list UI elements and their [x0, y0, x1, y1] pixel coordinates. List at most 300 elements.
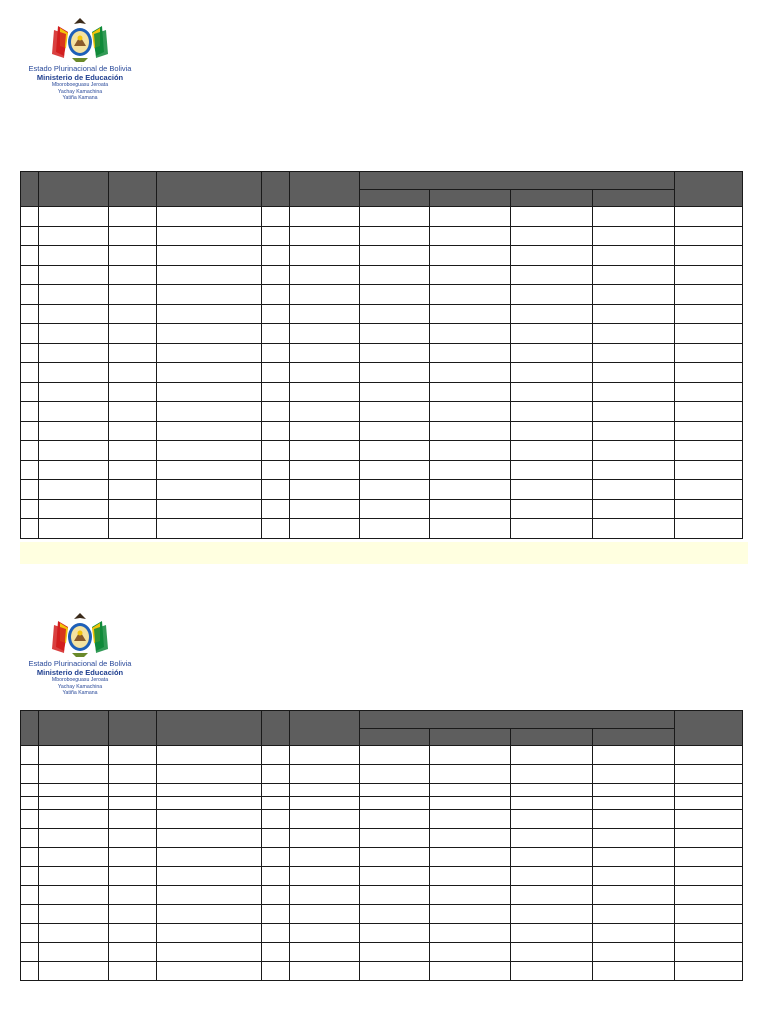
table-cell [157, 460, 262, 480]
table-cell [262, 460, 290, 480]
header-group-cell [360, 711, 675, 729]
table-row [21, 797, 743, 810]
table-cell [360, 324, 430, 344]
table-cell [511, 784, 593, 797]
table-cell [21, 499, 39, 519]
logo-aymara-text: Yatiña Kamana [62, 95, 98, 101]
table-cell [21, 265, 39, 285]
table-cell [39, 519, 109, 539]
table-cell [262, 207, 290, 227]
logo-ministry-name: Ministerio de Educación [36, 668, 124, 677]
table-cell [430, 499, 511, 519]
table-row [21, 421, 743, 441]
table-cell [262, 519, 290, 539]
table-cell [430, 285, 511, 305]
table-cell [262, 304, 290, 324]
table-cell [360, 746, 430, 765]
header-cell [262, 172, 290, 207]
table-cell [290, 848, 360, 867]
table-cell [675, 829, 743, 848]
table-cell [109, 797, 157, 810]
table-cell [157, 402, 262, 422]
table-cell [109, 402, 157, 422]
header-cell [109, 711, 157, 746]
subheader-cell [593, 729, 675, 746]
table-cell [39, 460, 109, 480]
table-cell [593, 265, 675, 285]
table-cell [157, 810, 262, 829]
table-cell [157, 829, 262, 848]
table-cell [290, 867, 360, 886]
table-cell [157, 441, 262, 461]
table-cell [430, 402, 511, 422]
table-cell [262, 421, 290, 441]
table-cell [593, 962, 675, 981]
table-cell [109, 382, 157, 402]
subheader-cell [511, 729, 593, 746]
table-cell [109, 746, 157, 765]
table-cell [109, 226, 157, 246]
table-row [21, 848, 743, 867]
table-cell [593, 924, 675, 943]
table-cell [593, 499, 675, 519]
table-cell [109, 499, 157, 519]
table-cell [262, 324, 290, 344]
table-row [21, 382, 743, 402]
table-cell [157, 285, 262, 305]
table-cell [593, 304, 675, 324]
table-cell [39, 363, 109, 383]
table-cell [262, 402, 290, 422]
table-cell [21, 924, 39, 943]
table-cell [21, 886, 39, 905]
ministry-logo [24, 16, 136, 102]
table-cell [430, 810, 511, 829]
table-cell [360, 784, 430, 797]
table-cell [593, 285, 675, 305]
table-cell [39, 343, 109, 363]
header-cell [290, 172, 360, 207]
header-cell [262, 711, 290, 746]
table-cell [157, 886, 262, 905]
table-cell [39, 746, 109, 765]
table-header-row [21, 711, 743, 729]
table-cell [511, 886, 593, 905]
table-cell [675, 460, 743, 480]
table-cell [360, 765, 430, 784]
table-cell [21, 810, 39, 829]
table-cell [675, 363, 743, 383]
table-cell [675, 784, 743, 797]
table-cell [109, 784, 157, 797]
table-cell [21, 867, 39, 886]
register-table-1 [20, 171, 743, 539]
table-cell [109, 765, 157, 784]
table-cell [109, 265, 157, 285]
table-cell [21, 207, 39, 227]
table-cell [675, 943, 743, 962]
table-cell [360, 867, 430, 886]
table-cell [511, 943, 593, 962]
table-cell [21, 304, 39, 324]
table-cell [430, 924, 511, 943]
table-cell [360, 519, 430, 539]
table-row [21, 905, 743, 924]
bolivia-coat-of-arms-icon [50, 16, 110, 64]
table-cell [262, 363, 290, 383]
table-cell [109, 519, 157, 539]
table-cell [39, 943, 109, 962]
table-cell [39, 848, 109, 867]
table-cell [262, 265, 290, 285]
table-cell [675, 304, 743, 324]
table-cell [39, 886, 109, 905]
table-cell [360, 829, 430, 848]
table-cell [262, 867, 290, 886]
table-cell [290, 905, 360, 924]
table-row [21, 765, 743, 784]
table-row [21, 304, 743, 324]
table-cell [360, 265, 430, 285]
table-cell [21, 246, 39, 266]
table-cell [593, 519, 675, 539]
table-cell [675, 207, 743, 227]
table-cell [593, 905, 675, 924]
table-cell [21, 226, 39, 246]
table-cell [511, 499, 593, 519]
table-cell [157, 924, 262, 943]
table-cell [511, 421, 593, 441]
table-cell [511, 265, 593, 285]
table-cell [39, 402, 109, 422]
table-cell [21, 480, 39, 500]
table-cell [21, 829, 39, 848]
table-cell [430, 829, 511, 848]
table-cell [430, 784, 511, 797]
table-cell [360, 363, 430, 383]
table-cell [157, 480, 262, 500]
table-cell [593, 810, 675, 829]
table-cell [511, 460, 593, 480]
table-row [21, 519, 743, 539]
table-cell [430, 848, 511, 867]
table-cell [290, 363, 360, 383]
table-cell [157, 746, 262, 765]
table-cell [675, 382, 743, 402]
table-cell [675, 797, 743, 810]
table-cell [511, 441, 593, 461]
table-cell [360, 343, 430, 363]
table-cell [21, 746, 39, 765]
table-cell [430, 207, 511, 227]
table-cell [593, 848, 675, 867]
table-cell [675, 962, 743, 981]
table-cell [262, 943, 290, 962]
table-cell [430, 265, 511, 285]
table-cell [593, 324, 675, 344]
table-cell [290, 402, 360, 422]
table-row [21, 829, 743, 848]
table-cell [511, 765, 593, 784]
table-cell [593, 797, 675, 810]
table-cell [39, 810, 109, 829]
table-cell [511, 226, 593, 246]
table-cell [290, 460, 360, 480]
table-cell [109, 460, 157, 480]
table-cell [21, 962, 39, 981]
table-cell [593, 765, 675, 784]
table-row [21, 343, 743, 363]
table-row [21, 886, 743, 905]
table-cell [39, 765, 109, 784]
table-cell [593, 441, 675, 461]
subheader-cell [430, 190, 511, 207]
table-cell [262, 810, 290, 829]
table-cell [360, 848, 430, 867]
table-row [21, 226, 743, 246]
subheader-cell [593, 190, 675, 207]
table-cell [360, 285, 430, 305]
table-cell [430, 943, 511, 962]
table-cell [430, 886, 511, 905]
table-cell [262, 246, 290, 266]
table-cell [262, 441, 290, 461]
table-cell [21, 784, 39, 797]
table-cell [593, 867, 675, 886]
table-cell [511, 304, 593, 324]
logo-ministry-name: Ministerio de Educación [36, 73, 124, 82]
table-cell [430, 382, 511, 402]
table-cell [39, 265, 109, 285]
table-cell [21, 943, 39, 962]
table-row [21, 499, 743, 519]
table-cell [109, 421, 157, 441]
table-cell [109, 363, 157, 383]
table-cell [430, 324, 511, 344]
table-cell [262, 829, 290, 848]
table-cell [157, 905, 262, 924]
table-cell [360, 460, 430, 480]
table-cell [290, 343, 360, 363]
table-cell [290, 519, 360, 539]
table-row [21, 363, 743, 383]
table-cell [109, 246, 157, 266]
table-cell [593, 943, 675, 962]
header-cell [21, 172, 39, 207]
table-cell [360, 421, 430, 441]
table-cell [39, 867, 109, 886]
table-cell [360, 480, 430, 500]
logo-aymara-text: Yatiña Kamana [62, 690, 98, 696]
table-cell [39, 207, 109, 227]
table-cell [593, 829, 675, 848]
table-cell [290, 207, 360, 227]
table-row [21, 441, 743, 461]
table-cell [511, 924, 593, 943]
table-cell [593, 207, 675, 227]
header-cell [39, 711, 109, 746]
table-cell [109, 441, 157, 461]
table-cell [109, 480, 157, 500]
table-cell [262, 924, 290, 943]
table-cell [157, 519, 262, 539]
logo-state-name: Estado Plurinacional de Bolivia [28, 659, 132, 668]
table-cell [360, 402, 430, 422]
table-cell [430, 460, 511, 480]
table-cell [290, 246, 360, 266]
table-cell [360, 924, 430, 943]
header-cell [157, 172, 262, 207]
table-cell [430, 746, 511, 765]
table-cell [109, 324, 157, 344]
table-cell [593, 480, 675, 500]
table-cell [511, 829, 593, 848]
table-cell [157, 943, 262, 962]
table-cell [430, 867, 511, 886]
table-cell [157, 343, 262, 363]
table-cell [157, 246, 262, 266]
table-cell [262, 746, 290, 765]
table-cell [511, 343, 593, 363]
table-cell [39, 324, 109, 344]
table-cell [109, 207, 157, 227]
table-cell [290, 784, 360, 797]
table-cell [157, 867, 262, 886]
table-cell [39, 246, 109, 266]
table-cell [593, 886, 675, 905]
table-cell [360, 886, 430, 905]
logo-quechua-text: Yachay Kamachina [57, 88, 103, 95]
table-cell [360, 382, 430, 402]
table-cell [290, 285, 360, 305]
table-cell [21, 402, 39, 422]
table-cell [109, 810, 157, 829]
table-cell [675, 765, 743, 784]
table-cell [290, 829, 360, 848]
table-cell [109, 343, 157, 363]
header-cell [290, 711, 360, 746]
table-cell [430, 962, 511, 981]
table-cell [39, 905, 109, 924]
table-cell [511, 207, 593, 227]
table-cell [157, 962, 262, 981]
header-cell [675, 172, 743, 207]
table-cell [675, 867, 743, 886]
table-cell [109, 829, 157, 848]
table-cell [675, 519, 743, 539]
table-cell [511, 905, 593, 924]
table-cell [21, 460, 39, 480]
table-cell [290, 480, 360, 500]
table-cell [290, 499, 360, 519]
table-cell [430, 905, 511, 924]
note-band [20, 542, 748, 564]
table-cell [360, 797, 430, 810]
table-cell [21, 324, 39, 344]
table-cell [593, 343, 675, 363]
table-cell [157, 324, 262, 344]
table-cell [675, 343, 743, 363]
table-cell [157, 797, 262, 810]
table-cell [262, 905, 290, 924]
table-cell [511, 867, 593, 886]
table-cell [360, 226, 430, 246]
table-cell [21, 363, 39, 383]
header-cell [39, 172, 109, 207]
table-cell [39, 797, 109, 810]
table-cell [290, 421, 360, 441]
logo-state-name: Estado Plurinacional de Bolivia [28, 64, 132, 73]
table-cell [430, 765, 511, 784]
table-cell [593, 226, 675, 246]
table-cell [511, 519, 593, 539]
table-cell [262, 765, 290, 784]
table-cell [360, 246, 430, 266]
table-cell [675, 480, 743, 500]
table-row [21, 285, 743, 305]
bolivia-coat-of-arms-icon [50, 611, 110, 659]
table-row [21, 924, 743, 943]
logo-quechua-text: Yachay Kamachina [57, 683, 103, 690]
table-cell [290, 943, 360, 962]
table-cell [21, 905, 39, 924]
table-cell [262, 499, 290, 519]
header-cell [157, 711, 262, 746]
table-cell [262, 480, 290, 500]
header-cell [21, 711, 39, 746]
table-row [21, 207, 743, 227]
table-cell [262, 962, 290, 981]
table-cell [430, 363, 511, 383]
table-header-row [21, 172, 743, 190]
table-cell [157, 304, 262, 324]
table-cell [360, 905, 430, 924]
table-cell [157, 226, 262, 246]
table-cell [675, 421, 743, 441]
table-cell [593, 421, 675, 441]
table-row [21, 867, 743, 886]
table-cell [511, 746, 593, 765]
table-cell [157, 848, 262, 867]
table-cell [262, 797, 290, 810]
table-cell [21, 519, 39, 539]
table-row [21, 265, 743, 285]
table-cell [593, 460, 675, 480]
table-cell [157, 265, 262, 285]
table-cell [593, 784, 675, 797]
table-cell [675, 441, 743, 461]
table-cell [511, 246, 593, 266]
table-cell [675, 285, 743, 305]
logo-guarani-text: Mboroboeguasu Jeroata [51, 677, 109, 683]
table-cell [39, 962, 109, 981]
table-cell [109, 962, 157, 981]
table-row [21, 246, 743, 266]
table-cell [39, 924, 109, 943]
table-row [21, 784, 743, 797]
table-cell [360, 810, 430, 829]
table-cell [511, 848, 593, 867]
table-row [21, 810, 743, 829]
table-cell [675, 746, 743, 765]
table-cell [21, 421, 39, 441]
table-cell [511, 363, 593, 383]
table-cell [21, 285, 39, 305]
table-cell [262, 285, 290, 305]
table-cell [290, 924, 360, 943]
table-cell [157, 421, 262, 441]
table-cell [511, 962, 593, 981]
